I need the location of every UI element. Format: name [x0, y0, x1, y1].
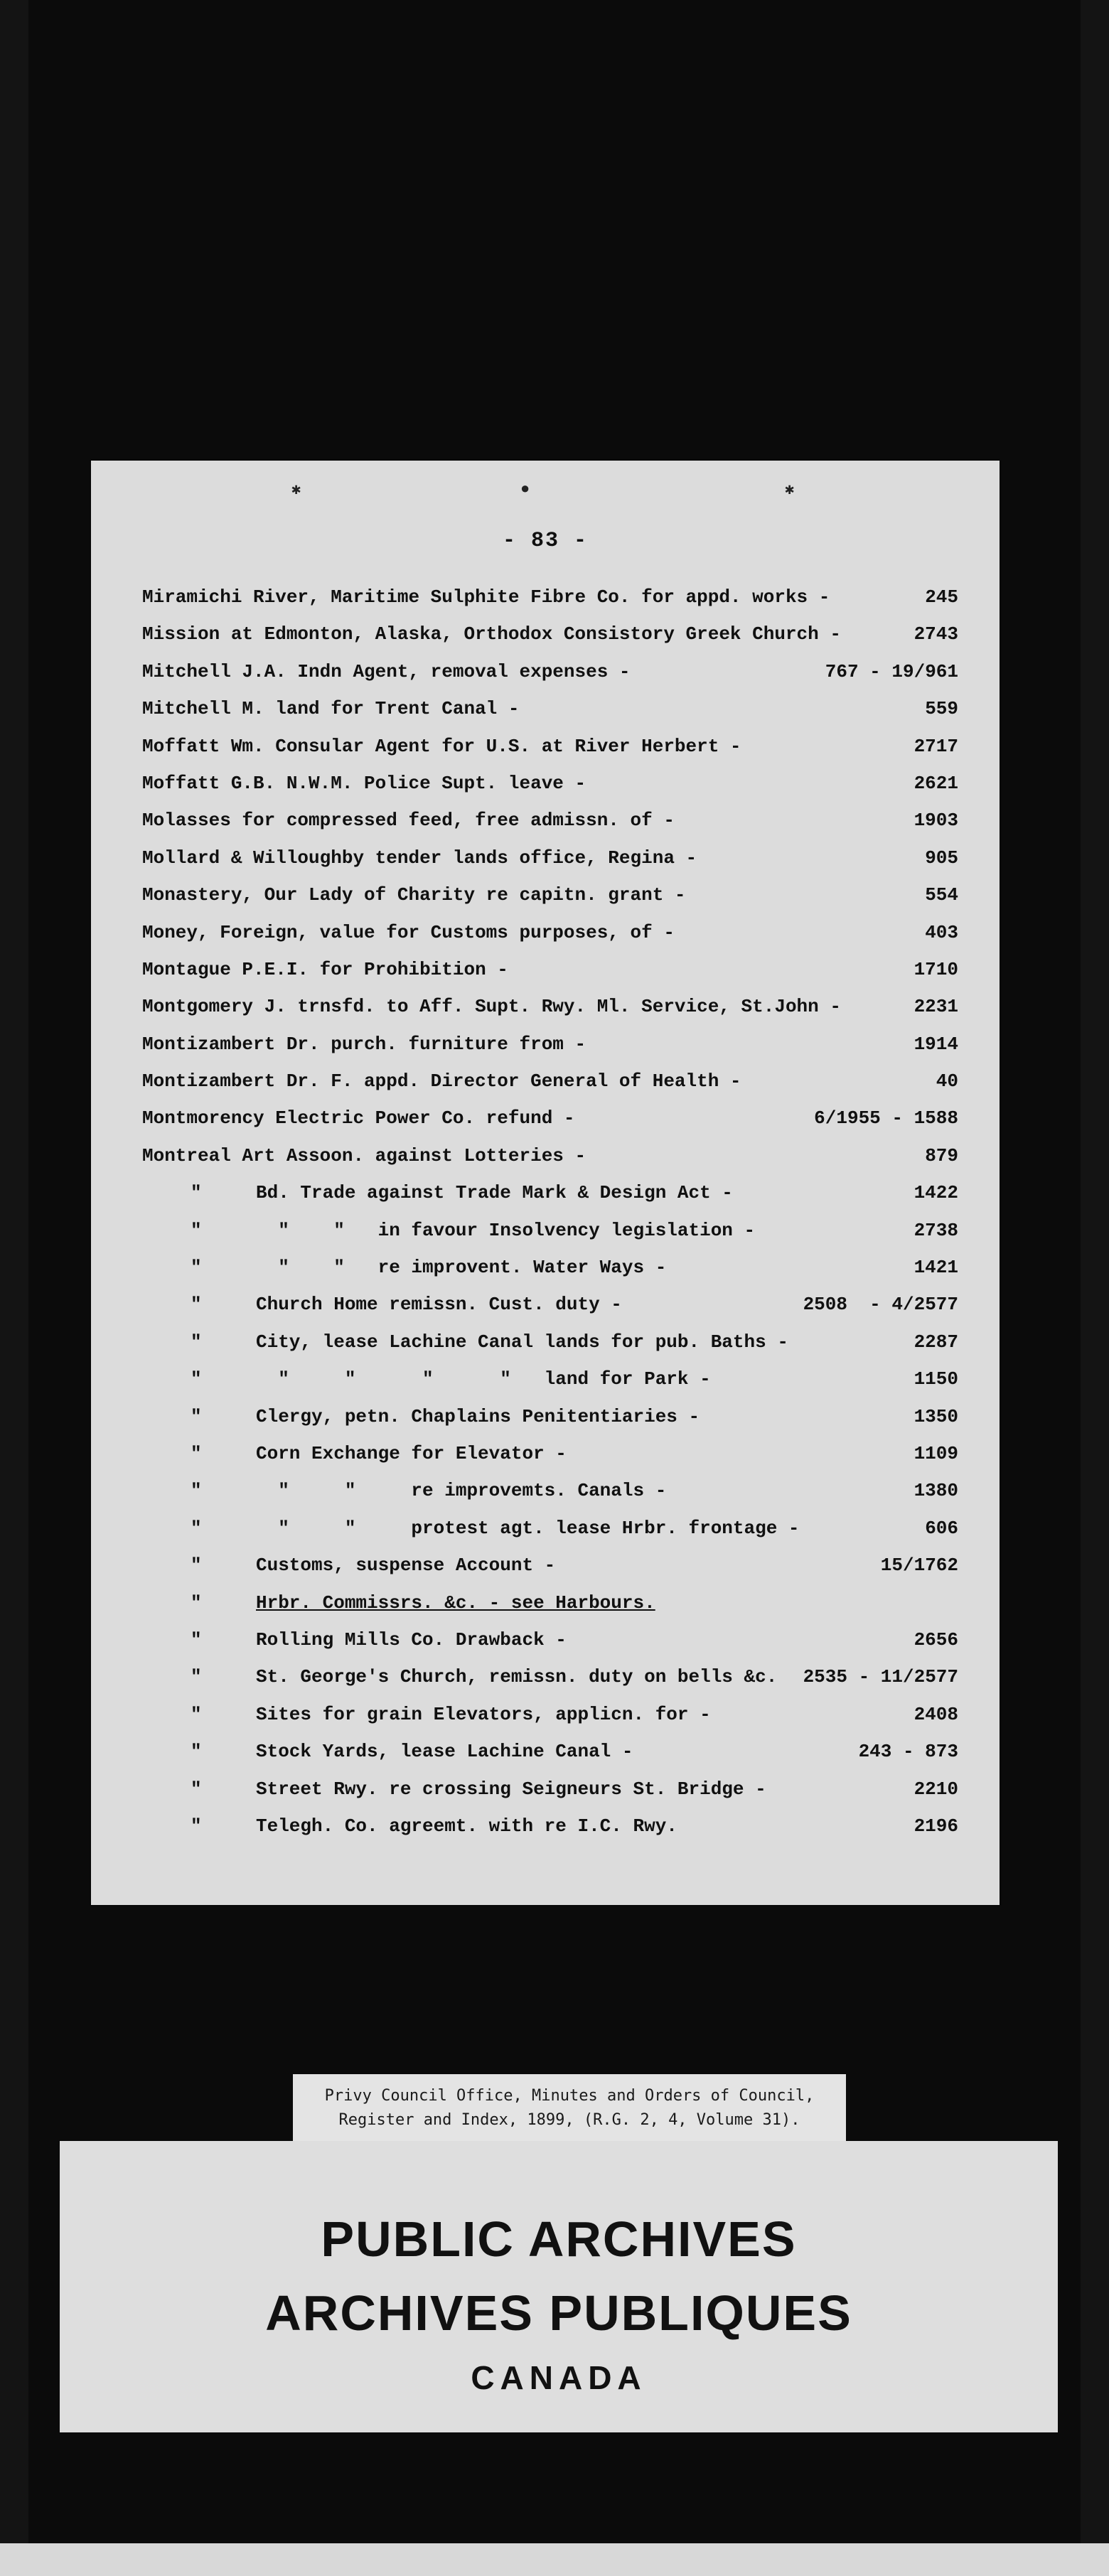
entry-text: Street Rwy. re crossing Seigneurs St. Bridge -: [256, 1778, 766, 1800]
entry-text: Money, Foreign, value for Customs purposes, of -: [142, 921, 675, 943]
entry-reference: 2717: [914, 735, 958, 757]
film-edge-right: [1081, 0, 1109, 2545]
entry-text: Moffatt G.B. N.W.M. Police Supt. leave -: [142, 772, 586, 794]
punch-mark: ●: [520, 481, 530, 498]
index-entry: [142, 1063, 958, 1100]
index-entry: [142, 1026, 958, 1063]
index-entry: [142, 1174, 958, 1211]
entry-reference: 1150: [914, 1368, 958, 1390]
ditto-mark: ": [191, 1182, 202, 1204]
caption-line: Privy Council Office, Minutes and Orders of Council,: [324, 2087, 815, 2105]
index-entry: [142, 728, 958, 765]
entry-text: St. George's Church, remissn. duty on bells &c.: [256, 1666, 778, 1688]
entry-reference: 243 - 873: [858, 1741, 958, 1763]
entry-reference: 905: [925, 847, 958, 869]
entry-text: Mitchell M. land for Trent Canal -: [142, 698, 520, 720]
archive-title-english: PUBLIC ARCHIVES: [321, 2211, 797, 2267]
ditto-mark: ": [191, 1480, 202, 1502]
entry-text: Montgomery J. trnsfd. to Aff. Supt. Rwy. Ml. Service, St.John -: [142, 996, 841, 1018]
index-entry: [142, 616, 958, 653]
entry-reference: 879: [925, 1144, 958, 1166]
entry-reference: 767 - 19/961: [825, 660, 958, 682]
entry-reference: 2743: [914, 623, 958, 645]
entry-text: Montague P.E.I. for Prohibition -: [142, 958, 508, 980]
entry-text: Montizambert Dr. purch. furniture from -: [142, 1033, 586, 1055]
archive-title-french: ARCHIVES PUBLIQUES: [265, 2285, 852, 2341]
index-entry: [142, 914, 958, 951]
entry-reference: 40: [936, 1070, 958, 1093]
register-page: [91, 461, 1000, 1905]
entry-reference: 2535 - 11/2577: [803, 1666, 958, 1688]
entry-reference: 2508 - 4/2577: [803, 1294, 958, 1316]
entry-text: " " re improvemts. Canals -: [256, 1480, 667, 1502]
index-entry: [142, 1286, 958, 1323]
index-entry: [142, 653, 958, 690]
entry-text: Telegh. Co. agreemt. with re I.C. Rwy.: [256, 1815, 677, 1837]
ditto-mark: ": [191, 1778, 202, 1800]
index-entry: [142, 579, 958, 616]
index-entry: [142, 1249, 958, 1286]
ditto-mark: ": [191, 1666, 202, 1688]
index-entry: [142, 876, 958, 913]
entry-reference: 554: [925, 884, 958, 906]
ditto-mark: ": [191, 1555, 202, 1577]
entry-reference: 2196: [914, 1815, 958, 1837]
entry-text: City, lease Lachine Canal lands for pub. Baths -: [256, 1331, 788, 1353]
entry-text: Customs, suspense Account -: [256, 1555, 556, 1577]
index-entry: [142, 765, 958, 802]
ditto-mark: ": [191, 1294, 202, 1316]
index-entry: [142, 1547, 958, 1584]
archive-card: [60, 2141, 1058, 2432]
ditto-mark: ": [191, 1442, 202, 1464]
index-entry: [142, 951, 958, 988]
microfilm-caption: [293, 2074, 846, 2144]
index-entry: [142, 1621, 958, 1658]
ditto-mark: ": [191, 1405, 202, 1427]
punch-mark: ✱: [291, 481, 301, 499]
ditto-mark: ": [191, 1368, 202, 1390]
index-entry: [142, 1137, 958, 1174]
index-entry: [142, 1212, 958, 1249]
ditto-mark: ": [191, 1257, 202, 1279]
entry-text: Mission at Edmonton, Alaska, Orthodox Consistory Greek Church -: [142, 623, 841, 645]
index-entry: [142, 1361, 958, 1397]
ditto-mark: ": [191, 1331, 202, 1353]
index-entry: [142, 1696, 958, 1733]
entry-text: Montmorency Electric Power Co. refund -: [142, 1107, 575, 1129]
index-entry: [142, 1324, 958, 1361]
entry-reference: 1710: [914, 958, 958, 980]
entry-text: Miramichi River, Maritime Sulphite Fibre Co. for appd. works -: [142, 586, 830, 608]
ditto-mark: ": [191, 1219, 202, 1241]
caption-line: Register and Index, 1899, (R.G. 2, 4, Volume 31).: [338, 2111, 800, 2129]
entry-text: Church Home remissn. Cust. duty -: [256, 1294, 622, 1316]
ditto-mark: ": [191, 1741, 202, 1763]
entry-text: Montreal Art Assoon. against Lotteries -: [142, 1144, 586, 1166]
index-entry: [142, 690, 958, 727]
entry-reference: 2621: [914, 772, 958, 794]
entry-text: Stock Yards, lease Lachine Canal -: [256, 1741, 633, 1763]
entry-reference: 6/1955 - 1588: [814, 1107, 958, 1129]
index-entry: [142, 1472, 958, 1509]
entry-text: Bd. Trade against Trade Mark & Design Act -: [256, 1182, 733, 1204]
entry-reference: 1109: [914, 1442, 958, 1464]
film-bottom-band: [0, 2543, 1109, 2576]
entry-text: Clergy, petn. Chaplains Penitentiaries -: [256, 1405, 700, 1427]
ditto-mark: ": [191, 1517, 202, 1539]
entry-text: " " re improvent. Water Ways -: [256, 1257, 667, 1279]
entry-reference: 403: [925, 921, 958, 943]
index-entry: [142, 1658, 958, 1695]
entry-text: Molasses for compressed feed, free admissn. of -: [142, 810, 675, 832]
entry-reference: 2287: [914, 1331, 958, 1353]
entry-reference: 559: [925, 698, 958, 720]
index-entry: [142, 839, 958, 876]
entry-text: Mitchell J.A. Indn Agent, removal expenses -: [142, 660, 631, 682]
ditto-mark: ": [191, 1703, 202, 1725]
index-entry: [142, 1808, 958, 1845]
punch-mark: ✱: [785, 481, 795, 499]
entry-reference: 2738: [914, 1219, 958, 1241]
index-entry: [142, 1100, 958, 1137]
entry-reference: 1350: [914, 1405, 958, 1427]
ditto-mark: ": [191, 1628, 202, 1651]
entry-reference: 2656: [914, 1628, 958, 1651]
entry-reference: 2210: [914, 1778, 958, 1800]
entry-text: Monastery, Our Lady of Charity re capitn. grant -: [142, 884, 686, 906]
index-entry: [142, 1435, 958, 1472]
ditto-mark: ": [191, 1815, 202, 1837]
entry-text: Corn Exchange for Elevator -: [256, 1442, 567, 1464]
entry-text: " " in favour Insolvency legislation -: [256, 1219, 756, 1241]
index-entry: [142, 988, 958, 1025]
entry-text: Sites for grain Elevators, applicn. for -: [256, 1703, 711, 1725]
entry-text: Moffatt Wm. Consular Agent for U.S. at River Herbert -: [142, 735, 741, 757]
entry-text: Montizambert Dr. F. appd. Director General of Health -: [142, 1070, 741, 1093]
entry-text: Rolling Mills Co. Drawback -: [256, 1628, 567, 1651]
page-number: - 83 -: [502, 529, 589, 553]
entry-reference: 15/1762: [880, 1555, 958, 1577]
entry-reference: 2408: [914, 1703, 958, 1725]
index-entry: [142, 1510, 958, 1547]
entry-reference: 1380: [914, 1480, 958, 1502]
index-entry: [142, 1733, 958, 1770]
entry-reference: 1421: [914, 1257, 958, 1279]
index-entry: [142, 802, 958, 839]
entry-text: Mollard & Willoughby tender lands office, Regina -: [142, 847, 697, 869]
index-entry: [142, 1398, 958, 1435]
entry-reference: 606: [925, 1517, 958, 1539]
archive-country: CANADA: [471, 2359, 647, 2396]
film-edge-left: [0, 0, 28, 2545]
entry-reference: 245: [925, 586, 958, 608]
entry-text: Hrbr. Commissrs. &c. - see Harbours.: [256, 1592, 655, 1614]
index-entries: [142, 579, 958, 1845]
index-entry: [142, 1771, 958, 1808]
entry-reference: 1914: [914, 1033, 958, 1055]
entry-text: " " " " land for Park -: [256, 1368, 711, 1390]
entry-reference: 1903: [914, 810, 958, 832]
entry-reference: 1422: [914, 1182, 958, 1204]
entry-text: " " protest agt. lease Hrbr. frontage -: [256, 1517, 800, 1539]
index-entry: [142, 1584, 958, 1621]
ditto-mark: ": [191, 1592, 202, 1614]
entry-reference: 2231: [914, 996, 958, 1018]
